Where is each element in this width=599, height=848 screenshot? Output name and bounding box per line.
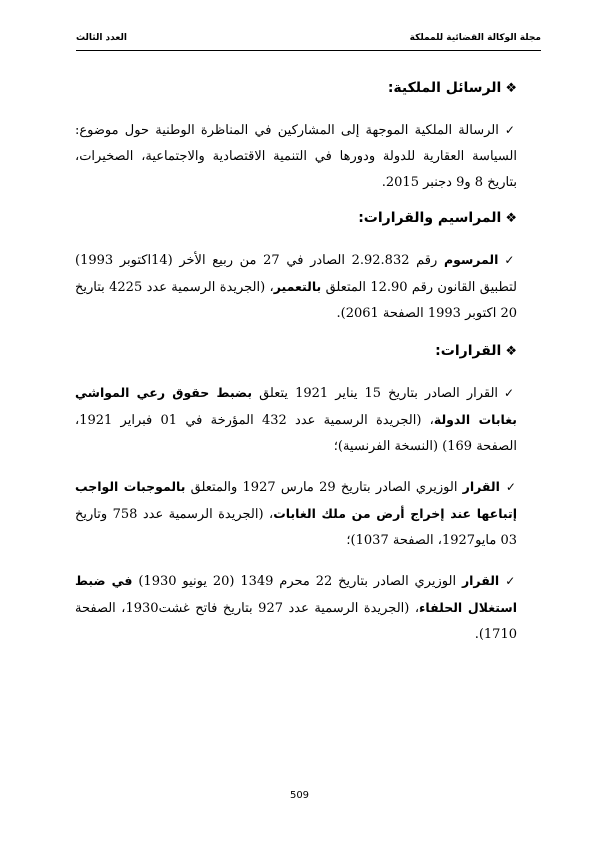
decree-paragraph: ✓المرسوم رقم 2.92.832 الصادر في 27 من ربيع الأخر (14اكتوبر 1993) لتطبيق القانون رقم 12.90 المتعلق بالتعمير، (الجريدة الرسمية عدد 4225 بتاريخ 20 اكتوبر 1993 الصفحة 2061). [75,252,517,321]
decision-paragraph-3: ✓القرار الوزيري الصادر بتاريخ 22 محرم 1349 (20 يونيو 1930) في ضبط استغلال الحلفاء، (الجريدة الرسمية عدد 927 بتاريخ فاتح غشت1930، الصفحة 1710). [75,573,517,642]
section-heading-decisions [75,337,517,366]
bold-term: القرار [461,573,500,588]
checkmark-icon: ✓ [505,574,517,588]
diamond-bullet-icon: ❖ [505,81,517,96]
page-number: 509 [289,790,310,801]
decision-paragraph-2: ✓القرار الوزيري الصادر بتاريخ 29 مارس 1927 والمتعلق بالموجبات الواجب إتباعها عند إخراج أرض من ملك الغابات، (الجريدة الرسمية عدد 758 وتاريخ 03 مايو1927، الصفحة 1037)؛ [75,479,517,548]
document-body [75,74,517,648]
diamond-bullet-icon: ❖ [505,211,517,226]
bold-term: في ضبط استغلال الحلفاء [75,573,517,615]
heading-text: المراسيم والقرارات: [358,210,502,226]
heading-text: الرسائل الملكية: [387,80,502,96]
checkmark-icon: ✓ [504,386,517,400]
bold-term: المرسوم [443,252,499,267]
issue-label: العدد الثالث [76,33,127,43]
section-heading-decrees [75,204,517,233]
paragraph-text: الرسالة الملكية الموجهة إلى المشاركين في المناظرة الوطنية حول موضوع: السياسة العقارية للدولة ودورها في التنمية الاقتصادية والاجتماعية، الصخيرات، بتاريخ 8 و9 دجنبر 2015. [75,123,517,190]
header-divider [76,50,541,51]
bold-term: بضبط حقوق رعي المواشي بغابات الدولة [75,385,517,427]
page-header [76,33,541,49]
checkmark-icon: ✓ [505,480,517,494]
journal-title: مجلة الوكالة القضائية للمملكة [409,33,541,43]
bold-term: القرار [462,479,500,494]
diamond-bullet-icon: ❖ [505,344,517,359]
royal-letter-paragraph [75,117,517,196]
bold-term: بالموجبات الواجب إتباعها عند إخراج أرض من ملك الغابات [75,479,517,521]
heading-text: القرارات: [435,343,502,359]
checkmark-icon: ✓ [504,253,517,267]
bold-term: بالتعمير [273,279,322,294]
decision-paragraph-1: ✓القرار الصادر بتاريخ 15 يناير 1921 يتعلق بضبط حقوق رعي المواشي بغابات الدولة، (الجريدة الرسمية عدد 432 المؤرخة في 01 فبراير 1921، الصفحة 169) (النسخة الفرنسية)؛ [75,385,517,454]
checkmark-icon: ✓ [504,123,517,137]
section-heading-royal-letters [75,74,517,103]
